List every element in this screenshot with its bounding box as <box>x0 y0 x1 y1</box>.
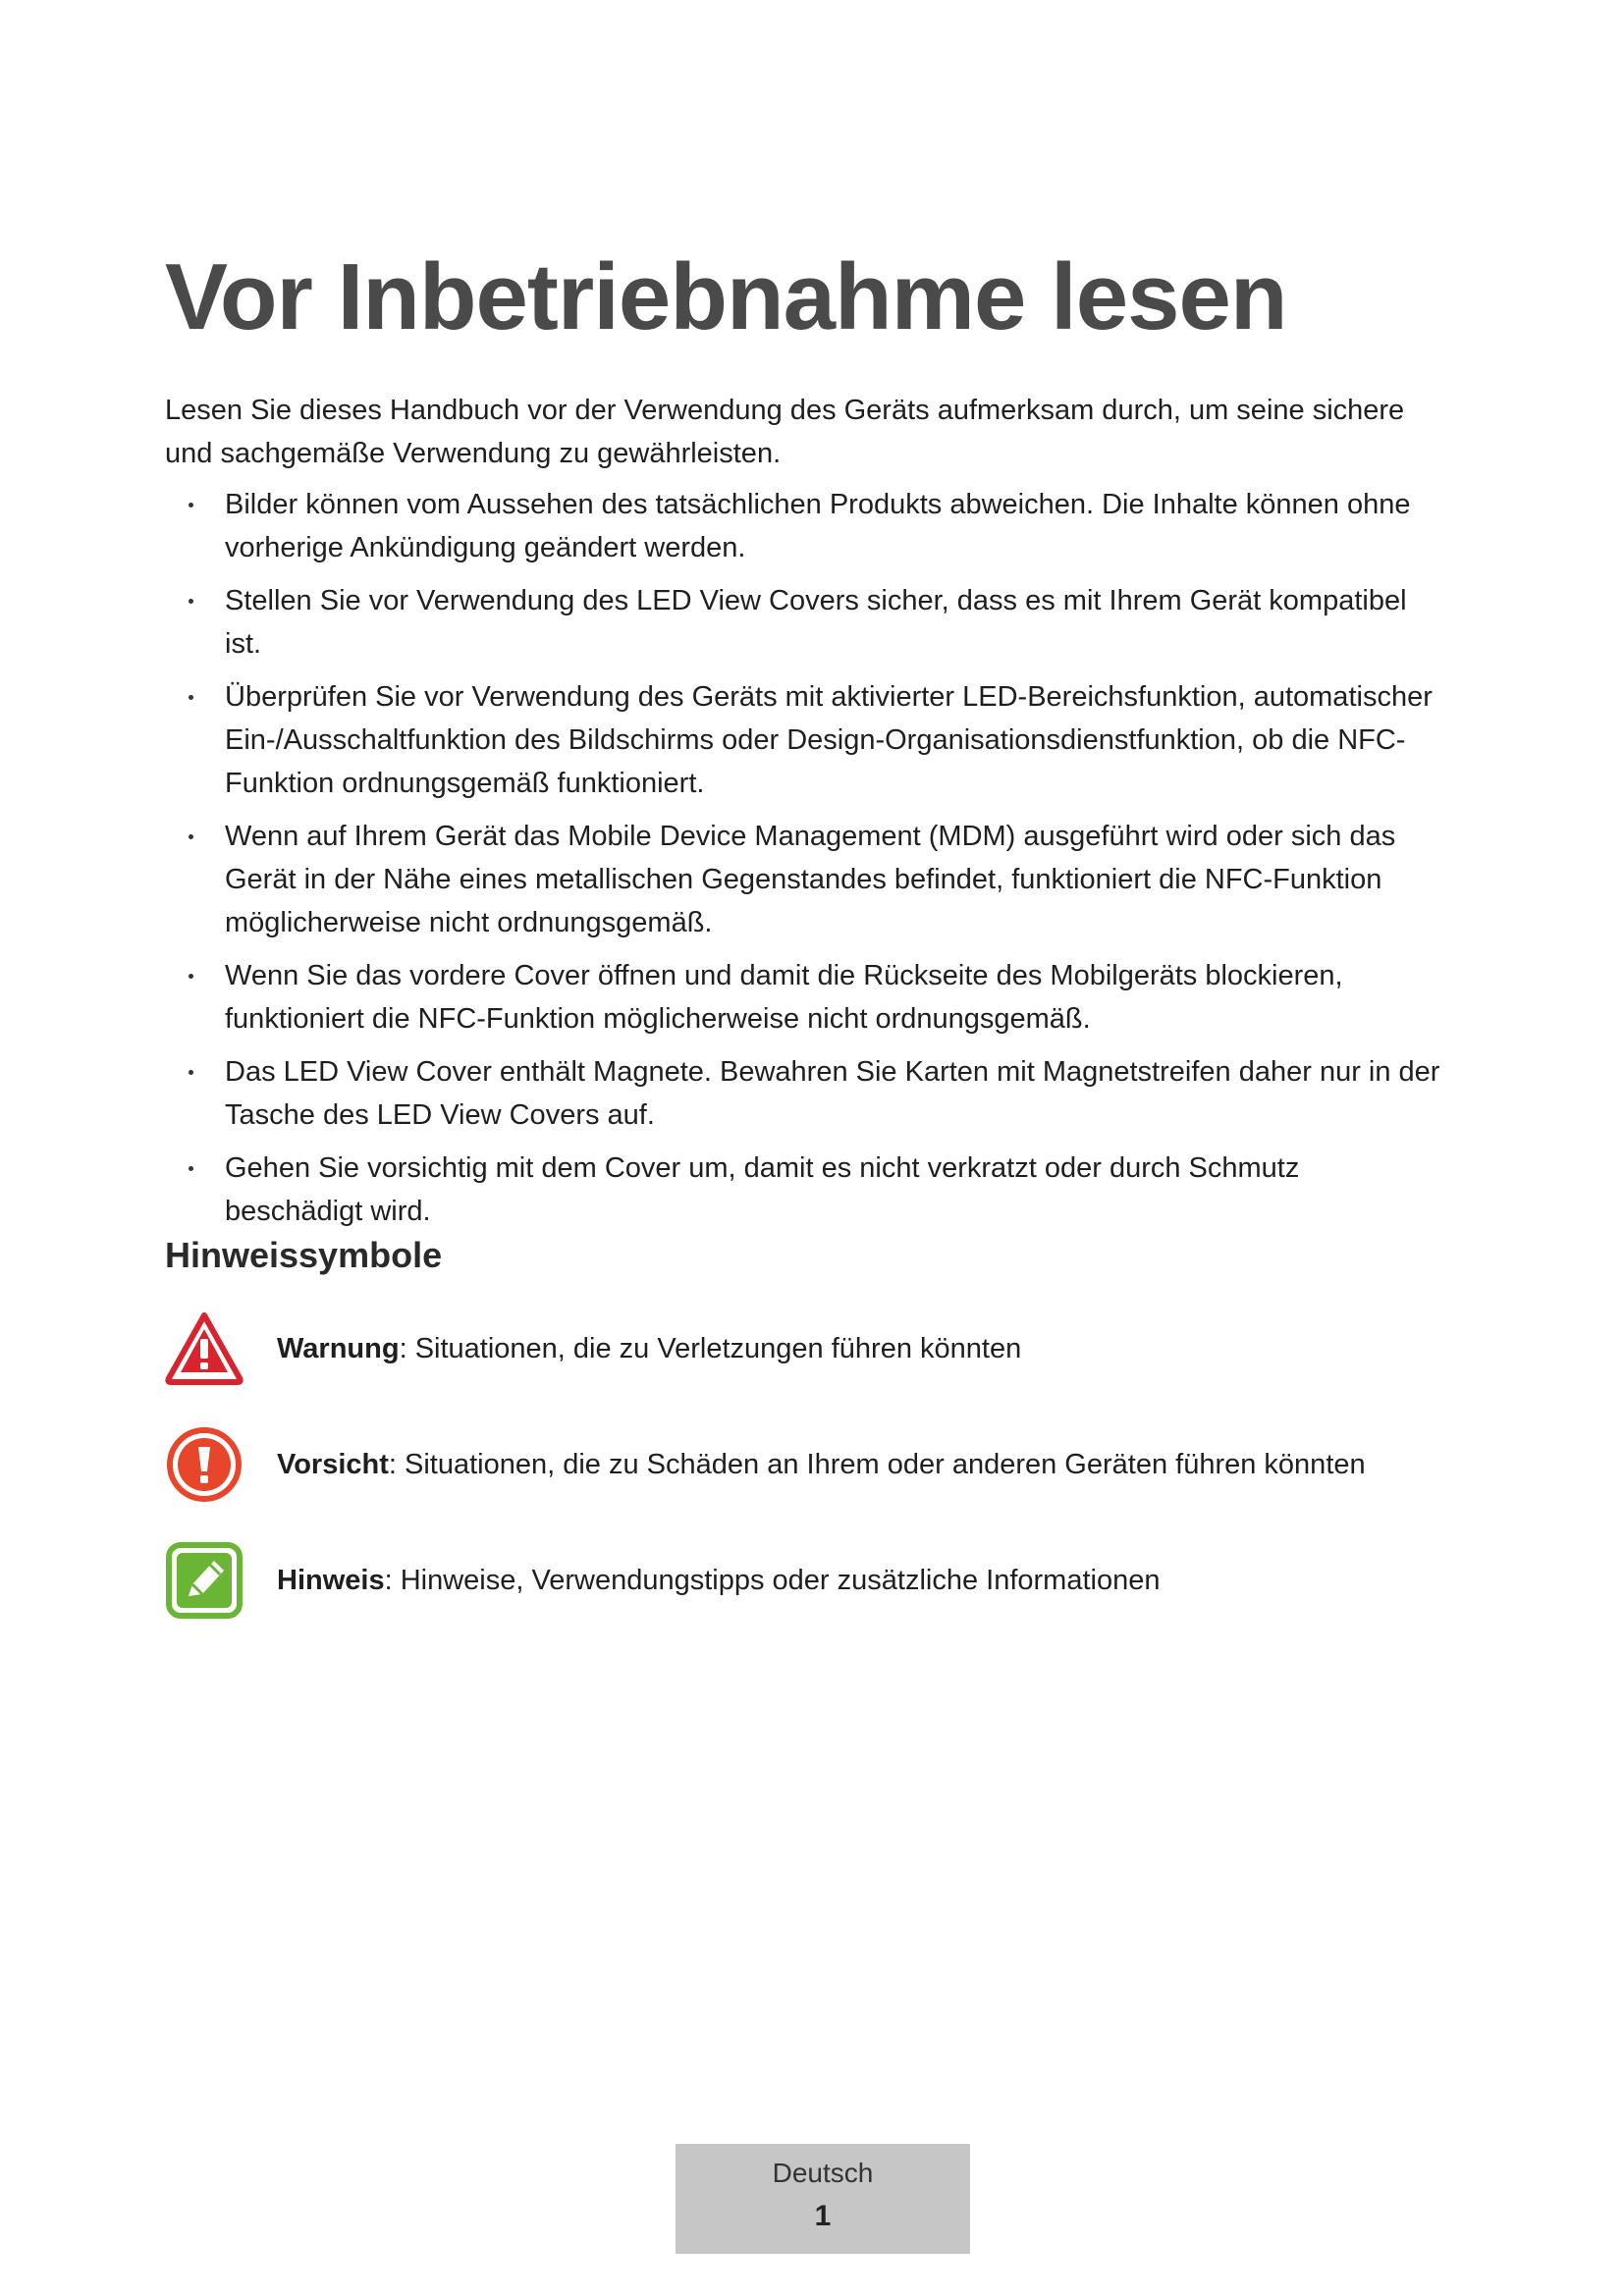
list-item <box>165 954 1441 1041</box>
list-item <box>165 483 1441 569</box>
list-item <box>165 675 1441 805</box>
notice-caution-text <box>277 1445 1366 1484</box>
notice-caution-label: Vorsicht <box>277 1449 389 1480</box>
bullet-icon <box>189 599 193 604</box>
list-item <box>165 1147 1441 1233</box>
list-item <box>165 1050 1441 1137</box>
notice-symbols-heading: Hinweissymbole <box>165 1235 443 1275</box>
bullet-icon <box>189 834 193 839</box>
page-title: Vor Inbetriebnahme lesen <box>165 244 1287 349</box>
page-footer <box>676 2144 970 2254</box>
bullet-icon <box>189 695 193 700</box>
page-number: 1 <box>814 2200 832 2232</box>
list-item <box>165 815 1441 944</box>
warning-triangle-icon <box>165 1309 244 1388</box>
notice-note-text <box>277 1561 1160 1600</box>
list-item-text: Stellen Sie vor Verwendung des LED View Covers sicher, dass es mit Ihrem Gerät kompatibel ist. <box>225 585 1407 660</box>
bullet-icon <box>189 503 193 507</box>
notice-caution-description: : Situationen, die zu Schäden an Ihrem oder anderen Geräten führen könnten <box>388 1449 1366 1480</box>
intro-paragraph: Lesen Sie dieses Handbuch vor der Verwendung des Geräts aufmerksam durch, um seine sichere und sachgemäße Verwendung zu gewährleisten. <box>165 395 1405 469</box>
notice-warning-description: : Situationen, die zu Verletzungen führen könnten <box>399 1333 1022 1364</box>
note-pencil-icon <box>165 1541 244 1620</box>
notice-warning-label: Warnung <box>277 1333 400 1364</box>
list-item <box>165 579 1441 666</box>
list-item-text: Wenn Sie das vordere Cover öffnen und damit die Rückseite des Mobilgeräts blockieren, funktioniert die NFC-Funktion möglicherweise nicht ordnungsgemäß. <box>225 960 1343 1035</box>
notice-warning <box>165 1309 1441 1388</box>
caution-circle-icon <box>165 1425 244 1504</box>
footer-language: Deutsch <box>772 2158 874 2188</box>
bullet-list <box>165 483 1441 1243</box>
list-item-text: Bilder können vom Aussehen des tatsächlichen Produkts abweichen. Die Inhalte können ohne vorherige Ankündigung geändert werden. <box>225 489 1411 563</box>
notice-note-label: Hinweis <box>277 1565 385 1596</box>
notice-note-description: : Hinweise, Verwendungstipps oder zusätzliche Informationen <box>384 1565 1161 1596</box>
bullet-icon <box>189 974 193 979</box>
list-item-text: Wenn auf Ihrem Gerät das Mobile Device Management (MDM) ausgeführt wird oder sich das Gerät in der Nähe eines metallischen Gegenstandes befindet, funktioniert die NFC-Funktion möglicherweise nicht ordnungsgemäß. <box>225 821 1396 938</box>
list-item-text: Überprüfen Sie vor Verwendung des Geräts mit aktivierter LED-Bereichsfunktion, automatischer Ein-/Ausschaltfunktion des Bildschirms oder Design-Organisationsdienstfunktion, ob die NFC-Funktion ordnungsgemäß funktioniert. <box>225 681 1433 799</box>
notice-caution <box>165 1425 1441 1504</box>
bullet-icon <box>189 1070 193 1075</box>
notice-note <box>165 1541 1441 1620</box>
notice-warning-text <box>277 1329 1021 1368</box>
bullet-icon <box>189 1166 193 1171</box>
list-item-text: Gehen Sie vorsichtig mit dem Cover um, damit es nicht verkratzt oder durch Schmutz beschädigt wird. <box>225 1152 1300 1227</box>
list-item-text: Das LED View Cover enthält Magnete. Bewahren Sie Karten mit Magnetstreifen daher nur in der Tasche des LED View Covers auf. <box>225 1056 1440 1131</box>
